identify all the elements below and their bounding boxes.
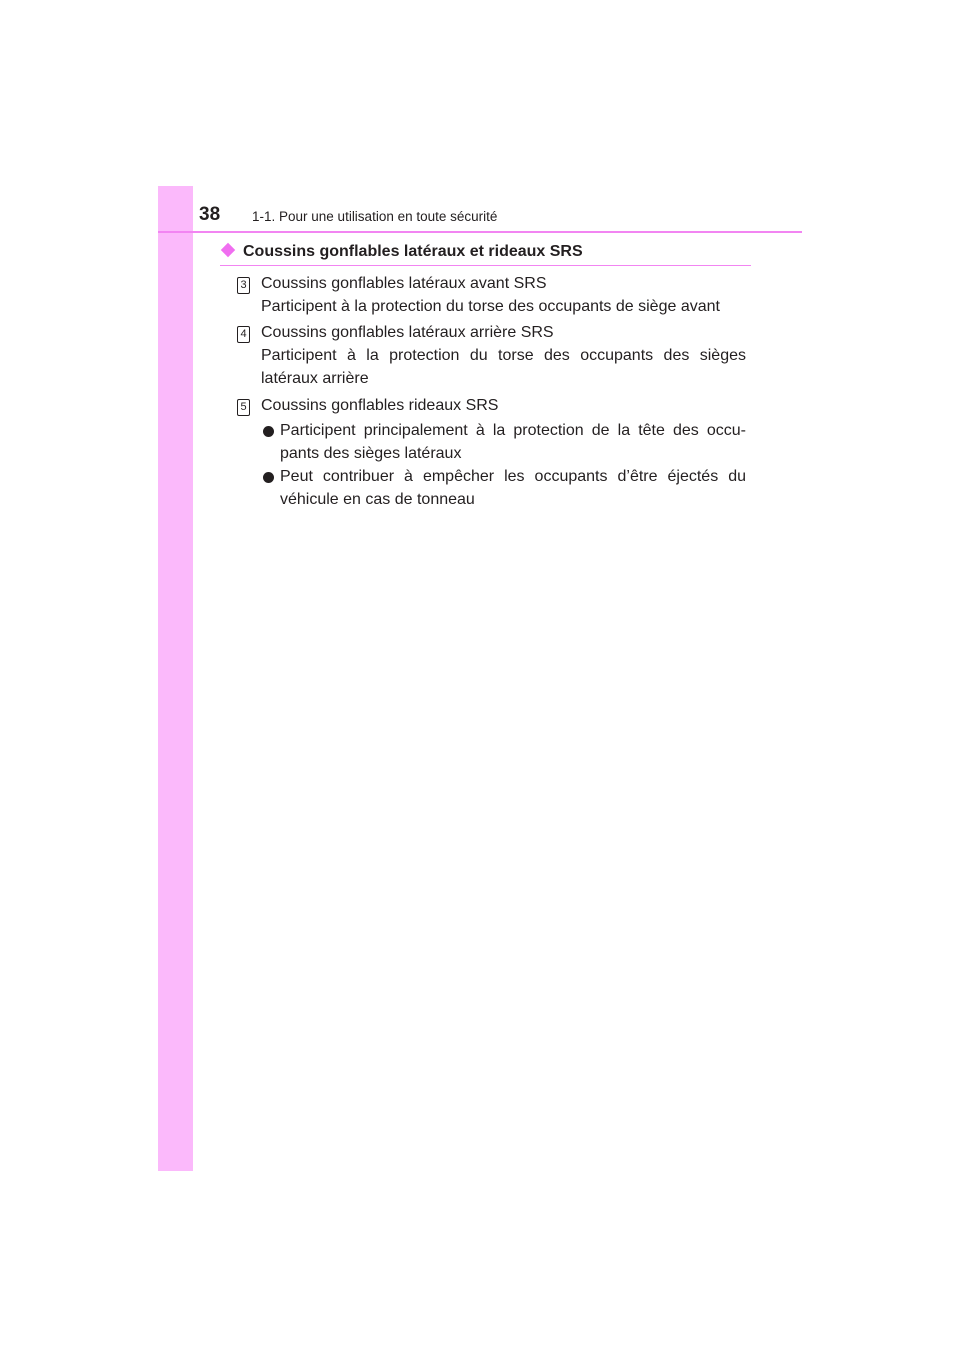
chapter-title: 1-1. Pour une utilisation en toute sécurité [252,209,498,224]
side-tab-strip [158,186,193,1171]
item-label: Coussins gonflables rideaux SRS [261,397,499,414]
item-number-badge: 5 [237,399,250,416]
item-description: latéraux arrière [261,370,369,387]
bullet-text: véhicule en cas de tonneau [280,491,475,508]
bullet-text: Participent principalement à la protection de la tête des occu- [280,422,746,439]
bullet-icon [263,472,274,483]
page-number: 38 [199,204,221,225]
item-number-badge: 3 [237,277,250,294]
section-title: Coussins gonflables latéraux et rideaux SRS [243,243,583,260]
item-description: Participent à la protection du torse des occupants des sièges [261,347,746,364]
header-divider [158,231,802,233]
item-description: Participent à la protection du torse des occupants de siège avant [261,298,720,315]
item-label: Coussins gonflables latéraux arrière SRS [261,324,554,341]
item-number-badge: 4 [237,326,250,343]
bullet-text: pants des sièges latéraux [280,445,462,462]
bullet-icon [263,426,274,437]
item-label: Coussins gonflables latéraux avant SRS [261,275,547,292]
section-heading [220,241,751,266]
bullet-text: Peut contribuer à empêcher les occupants d’être éjectés du [280,468,746,485]
diamond-icon [221,243,235,257]
